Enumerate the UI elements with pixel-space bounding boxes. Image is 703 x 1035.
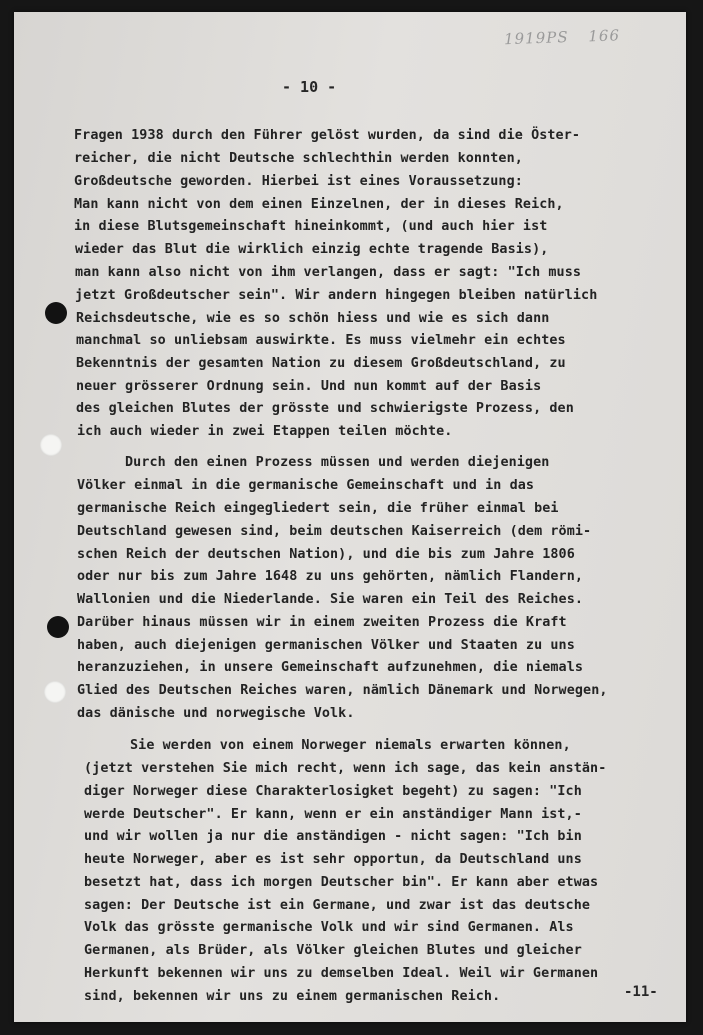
text-line: Bekenntnis der gesamten Nation zu diesem Großdeutschland, zu (76, 356, 566, 371)
text-line: Man kann nicht von dem einen Einzelnen, der in dieses Reich, (74, 197, 564, 212)
text-line: germanische Reich eingegliedert sein, die früher einmal bei (77, 501, 559, 516)
text-line: ich auch wieder in zwei Etappen teilen möchte. (77, 424, 453, 439)
text-line: Großdeutsche geworden. Hierbei ist eines Voraussetzung: (74, 174, 523, 189)
text-line: des gleichen Blutes der grösste und schwierigste Prozess, den (76, 401, 574, 416)
text-line: werde Deutscher". Er kann, wenn er ein anständiger Mann ist,- (84, 807, 582, 822)
text-line: man kann also nicht von ihm verlangen, dass er sagt: "Ich muss (75, 265, 582, 280)
punch-hole (47, 616, 69, 638)
text-line: sind, bekennen wir uns zu einem germanischen Reich. (84, 989, 501, 1004)
text-line: in diese Blutsgemeinschaft hineinkommt, (und auch hier ist (74, 219, 548, 234)
text-line: Reichsdeutsche, wie es so schön hiess und wie es sich dann (76, 311, 550, 326)
text-line: manchmal so unliebsam auswirkte. Es muss vielmehr ein echtes (76, 333, 566, 348)
text-line: (jetzt verstehen Sie mich recht, wenn ich sage, das kein anstän- (84, 761, 607, 776)
text-line: Darüber hinaus müssen wir in einem zweiten Prozess die Kraft (77, 615, 567, 630)
text-line: jetzt Großdeutscher sein". Wir andern hingegen bleiben natürlich (75, 288, 598, 303)
text-line: Deutschland gewesen sind, beim deutschen Kaiserreich (dem römi- (77, 524, 592, 539)
text-line: heranzuziehen, in unsere Gemeinschaft aufzunehmen, die niemals (77, 660, 584, 675)
text-line: diger Norweger diese Charakterlosigket begeht) zu sagen: "Ich (84, 784, 582, 799)
text-line: das dänische und norwegische Volk. (77, 706, 355, 721)
text-line: Fragen 1938 durch den Führer gelöst wurden, da sind die Öster- (74, 128, 581, 143)
text-line: besetzt hat, dass ich morgen Deutscher bin". Er kann aber etwas (84, 875, 599, 890)
text-line: Germanen, als Brüder, als Völker gleichen Blutes und gleicher (84, 943, 582, 958)
text-line: Sie werden von einem Norweger niemals erwarten können, (130, 738, 571, 753)
archive-code: 1919PS (503, 28, 569, 49)
archive-page: 166 (588, 26, 621, 46)
text-line: reicher, die nicht Deutsche schlechthin werden konnten, (74, 151, 523, 166)
text-line: und wir wollen ja nur die anständigen - nicht sagen: "Ich bin (84, 829, 582, 844)
text-line: Wallonien und die Niederlande. Sie waren ein Teil des Reiches. (77, 592, 584, 607)
text-line: Herkunft bekennen wir uns zu demselben Ideal. Weil wir Germanen (84, 966, 599, 981)
punch-hole (44, 681, 66, 703)
handwritten-annotation (504, 26, 635, 49)
text-line: haben, auch diejenigen germanischen Völker und Staaten zu uns (77, 638, 575, 653)
text-line: Durch den einen Prozess müssen und werden diejenigen (125, 455, 550, 470)
text-line: Glied des Deutschen Reiches waren, nämlich Dänemark und Norwegen, (77, 683, 608, 698)
text-line: oder nur bis zum Jahre 1648 zu uns gehörten, nämlich Flandern, (77, 569, 584, 584)
text-line: Volk das grösste germanische Volk und wir sind Germanen. Als (84, 920, 574, 935)
document-page (14, 12, 686, 1022)
text-line: wieder das Blut die wirklich einzig echte tragende Basis), (75, 242, 549, 257)
text-line: sagen: Der Deutsche ist ein Germane, und zwar ist das deutsche (84, 898, 591, 913)
punch-hole (40, 434, 62, 456)
text-line: neuer grösserer Ordnung sein. Und nun kommt auf der Basis (76, 379, 542, 394)
text-line: heute Norweger, aber es ist sehr opportun, da Deutschland uns (84, 852, 582, 867)
page-number: - 10 - (282, 78, 337, 96)
next-page-marker: -11- (624, 984, 658, 1000)
text-line: schen Reich der deutschen Nation), und die bis zum Jahre 1806 (77, 547, 575, 562)
text-line: Völker einmal in die germanische Gemeinschaft und in das (77, 478, 535, 493)
punch-hole (45, 302, 67, 324)
